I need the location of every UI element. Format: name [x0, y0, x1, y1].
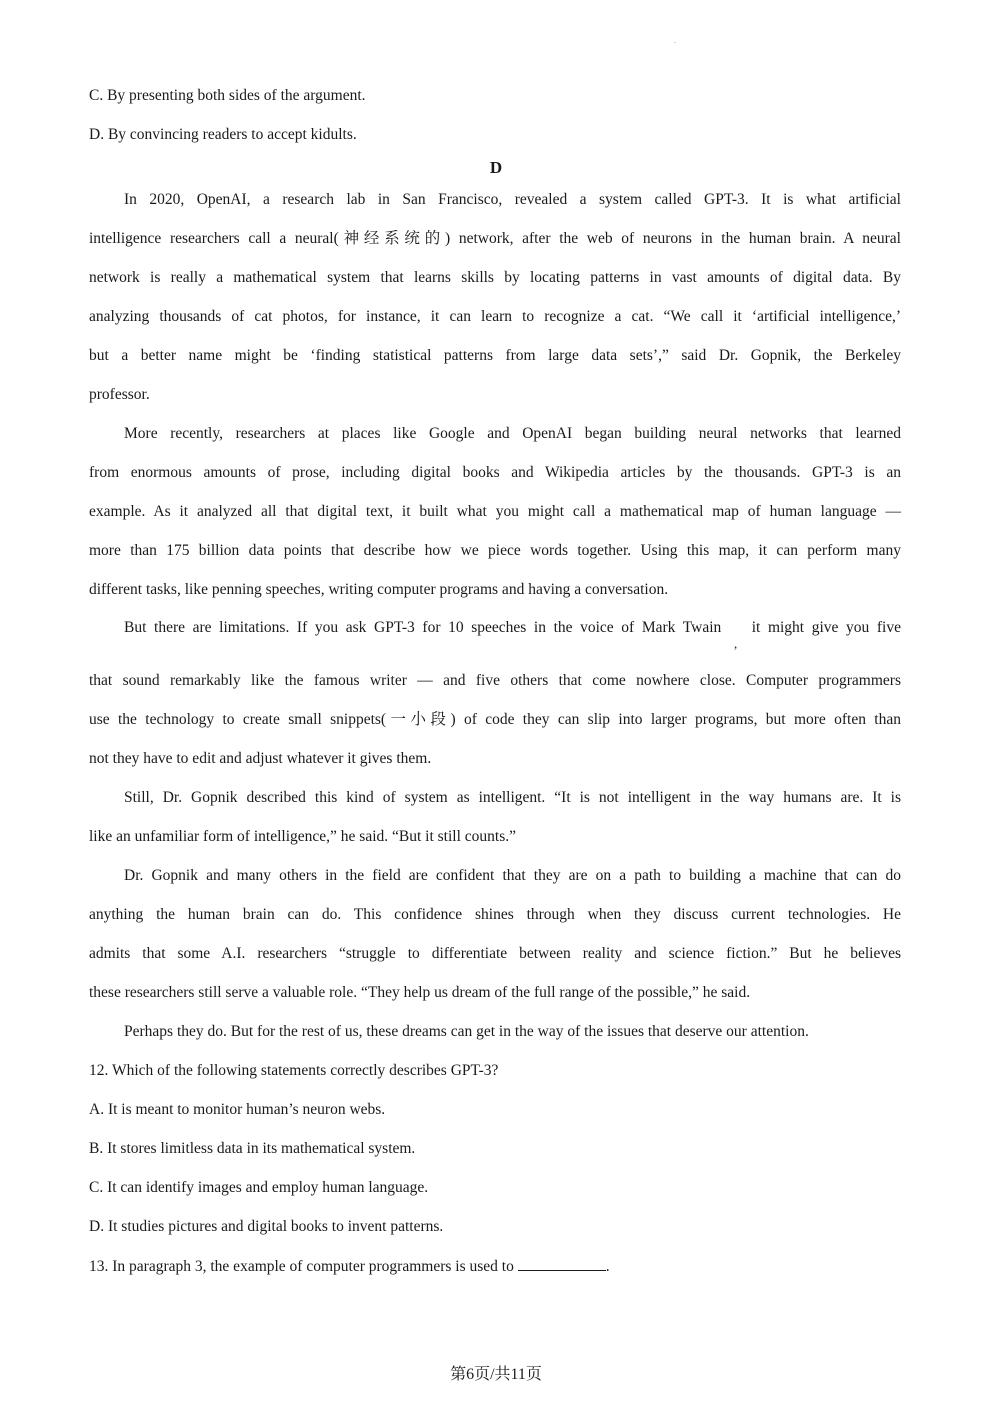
- question-12-stem: 12. Which of the following statements correctly describes GPT-3?: [89, 1062, 499, 1079]
- option-d-prev: D. By convincing readers to accept kidults.: [89, 126, 357, 143]
- paragraph-1-line-1: In 2020, OpenAI, a research lab in San Francisco, revealed a system called GPT-3. It is what artificial: [124, 191, 901, 208]
- question-13: [89, 1256, 901, 1277]
- question-12-option-b: B. It stores limitless data in its mathematical system.: [89, 1140, 416, 1157]
- paragraph-6: Perhaps they do. But for the rest of us, these dreams can get in the way of the issues that deserve our attention.: [124, 1023, 809, 1040]
- paragraph-3-line-4: not they have to edit and adjust whatever it gives them.: [89, 750, 432, 767]
- question-12-option-d: D. It studies pictures and digital books to invent patterns.: [89, 1218, 444, 1235]
- section-heading: D: [489, 158, 503, 177]
- paragraph-3-line-3: use the technology to create small snippets(一小段) of code they can slip into larger programs, but more often than: [89, 711, 901, 728]
- option-c-prev: C. By presenting both sides of the argument.: [89, 87, 366, 104]
- paragraph-5-line-3: admits that some A.I. researchers “struggle to differentiate between reality and science fiction.” But he believes: [89, 945, 901, 962]
- question-12-option-a: A. It is meant to monitor human’s neuron webs.: [89, 1101, 386, 1118]
- paragraph-5-line-2: anything the human brain can do. This confidence shines through when they discuss current technologies. He: [89, 906, 901, 923]
- page-footer: 第6页/共11页: [450, 1366, 542, 1383]
- paragraph-5-line-4: these researchers still serve a valuable role. “They help us dream of the full range of the possible,” he said.: [89, 984, 751, 1001]
- question-13-stem: 13. In paragraph 3, the example of computer programmers is used to: [89, 1258, 514, 1275]
- paragraph-2-line-1: More recently, researchers at places like Google and OpenAI began building neural networks that learned: [124, 425, 901, 442]
- paragraph-2-line-5: different tasks, like penning speeches, writing computer programs and having a conversation.: [89, 581, 669, 598]
- paragraph-1-line-5: but a better name might be ‘finding statistical patterns from large data sets’,” said Dr. Gopnik, the Berkeley: [89, 347, 901, 364]
- answer-blank[interactable]: [518, 1256, 606, 1271]
- header-mark: .: [674, 36, 676, 45]
- stray-comma: ,: [734, 636, 738, 651]
- paragraph-2-line-2: from enormous amounts of prose, including digital books and Wikipedia articles by the thousands. GPT-3 is an: [89, 464, 901, 481]
- paragraph-2-line-4: more than 175 billion data points that describe how we piece words together. Using this map, it can perform many: [89, 542, 901, 559]
- paragraph-1-line-4: analyzing thousands of cat photos, for instance, it can learn to recognize a cat. “We call it ‘artificial intelligence,’: [89, 308, 901, 325]
- paragraph-2-line-3: example. As it analyzed all that digital text, it built what you might call a mathematical map of human language —: [89, 503, 901, 520]
- paragraph-1-line-6: professor.: [89, 386, 150, 403]
- paragraph-5-line-1: Dr. Gopnik and many others in the field are confident that they are on a path to building a machine that can do: [124, 867, 901, 884]
- paragraph-1-line-2: intelligence researchers call a neural(神经系统的) network, after the web of neurons in the human brain. A neural: [89, 230, 901, 247]
- paragraph-3-line-1: But there are limitations. If you ask GPT-3 for 10 speeches in the voice of Mark Twain it might give you five: [124, 619, 901, 636]
- paragraph-4-line-1: Still, Dr. Gopnik described this kind of system as intelligent. “It is not intelligent in the way humans are. It is: [124, 789, 901, 806]
- paragraph-1-line-3: network is really a mathematical system that learns skills by locating patterns in vast amounts of digital data. By: [89, 269, 901, 286]
- question-12-option-c: C. It can identify images and employ human language.: [89, 1179, 429, 1196]
- paragraph-4-line-2: like an unfamiliar form of intelligence,” he said. “But it still counts.”: [89, 828, 516, 845]
- question-13-end: .: [605, 1258, 610, 1275]
- paragraph-3-line-2: that sound remarkably like the famous writer — and five others that come nowhere close. Computer programmers: [89, 672, 901, 689]
